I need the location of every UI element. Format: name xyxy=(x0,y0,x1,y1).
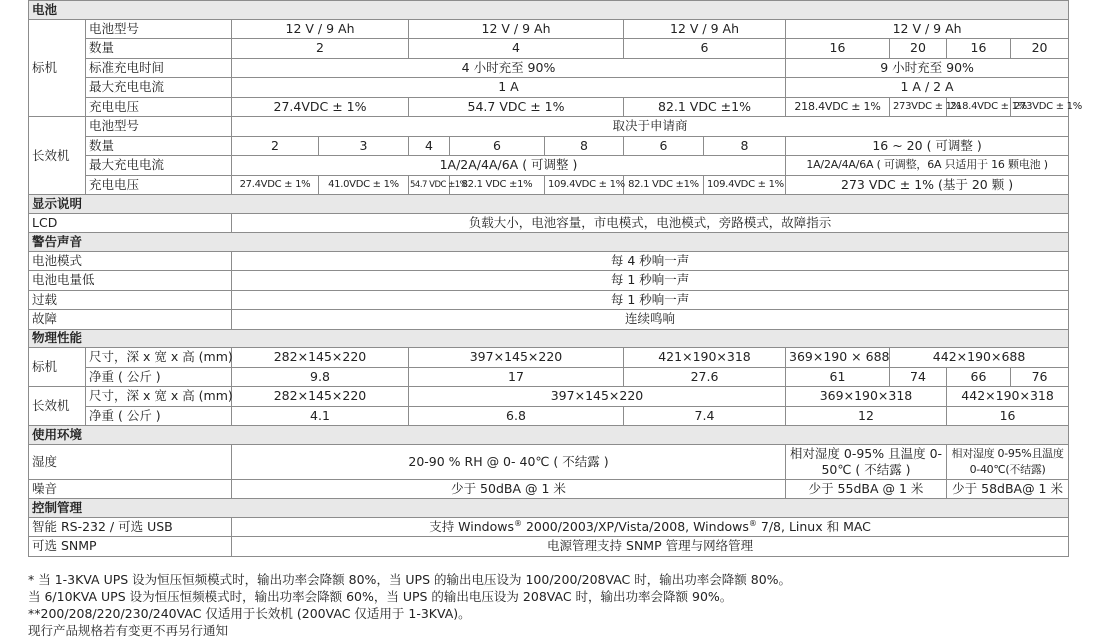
charge-voltage-cell: 82.1 VDC ±1% xyxy=(624,175,704,195)
weight-cell: 12 xyxy=(786,406,947,426)
battery-qty-cell: 16 ~ 20 ( 可调整 ) xyxy=(786,136,1069,156)
battery-qty-cell: 16 xyxy=(786,39,890,59)
footnotes xyxy=(28,571,1078,639)
spec-table xyxy=(28,0,1082,557)
dimension-cell: 397×145×220 xyxy=(409,348,624,368)
charge-voltage-cell: 273VDC ± 1% xyxy=(890,97,947,117)
section-physical: 物理性能 xyxy=(29,329,1069,348)
noise-cell: 少于 58dBA@ 1 米 xyxy=(947,479,1069,499)
dimension-cell: 421×190×318 xyxy=(624,348,786,368)
weight-cell: 76 xyxy=(1011,367,1069,387)
weight-cell: 17 xyxy=(409,367,624,387)
weight-cell: 9.8 xyxy=(232,367,409,387)
weight-cell: 74 xyxy=(890,367,947,387)
alarm-value: 每 4 秒响一声 xyxy=(232,251,1069,271)
max-current-cell: 1A/2A/4A/6A ( 可调整 ) xyxy=(232,156,786,176)
lcd-value: 负载大小，电池容量，市电模式，电池模式，旁路模式，故障指示 xyxy=(232,213,1069,233)
battery-qty-label: 数量 xyxy=(86,136,232,156)
charge-voltage-cell: 82.1 VDC ±1% xyxy=(624,97,786,117)
alarm-value: 每 1 秒响一声 xyxy=(232,271,1069,291)
charge-voltage-label: 充电电压 xyxy=(86,175,232,195)
footnote: **200/208/220/230/240VAC 仅适用于长效机 (200VAC 仅适用于 1-3KVA)。 xyxy=(28,606,471,621)
noise-cell: 少于 50dBA @ 1 米 xyxy=(232,479,786,499)
section-environment: 使用环境 xyxy=(29,426,1069,445)
battery-qty-cell: 2 xyxy=(232,39,409,59)
battery-qty-cell: 6 xyxy=(624,39,786,59)
charge-time-cell: 9 小时充至 90% xyxy=(786,58,1069,78)
battery-qty-label: 数量 xyxy=(86,39,232,59)
rs232-label: 智能 RS-232 / 可选 USB xyxy=(29,517,232,537)
lcd-label: LCD xyxy=(29,213,232,233)
weight-cell: 27.6 xyxy=(624,367,786,387)
max-current-label: 最大充电电流 xyxy=(86,78,232,98)
charge-voltage-cell: 218.4VDC ± 1% xyxy=(947,97,1011,117)
battery-qty-cell: 3 xyxy=(319,136,409,156)
charge-voltage-cell: 218.4VDC ± 1% xyxy=(786,97,890,117)
battery-qty-cell: 4 xyxy=(409,39,624,59)
section-alarm: 警告声音 xyxy=(29,233,1069,252)
dimension-cell: 442×190×318 xyxy=(947,387,1069,407)
battery-type-cell: 12 V / 9 Ah xyxy=(409,19,624,39)
weight-cell: 66 xyxy=(947,367,1011,387)
battery-type-cell: 12 V / 9 Ah xyxy=(232,19,409,39)
charge-voltage-label: 充电电压 xyxy=(86,97,232,117)
dimension-cell: 282×145×220 xyxy=(232,348,409,368)
dimension-label: 尺寸，深 x 宽 x 高 (mm) xyxy=(86,387,232,407)
battery-qty-cell: 20 xyxy=(1011,39,1069,59)
charge-voltage-cell: 41.0VDC ± 1% xyxy=(319,175,409,195)
weight-label: 净重 ( 公斤 ) xyxy=(86,406,232,426)
max-current-label: 最大充电电流 xyxy=(86,156,232,176)
weight-cell: 7.4 xyxy=(624,406,786,426)
humidity-cell: 相对湿度 0-95%且温度 0-40℃(不结露) xyxy=(947,444,1069,479)
weight-cell: 61 xyxy=(786,367,890,387)
alarm-label: 故障 xyxy=(29,310,232,330)
battery-qty-cell: 6 xyxy=(450,136,545,156)
weight-cell: 6.8 xyxy=(409,406,624,426)
max-current-cell: 1A/2A/4A/6A ( 可调整，6A 只适用于 16 颗电池 ) xyxy=(786,156,1069,176)
group-long: 长效机 xyxy=(29,387,86,426)
os-support-text: 7/8, Linux 和 MAC xyxy=(756,518,871,534)
footnote: 现行产品规格若有变更不再另行通知 xyxy=(28,623,229,638)
battery-qty-cell: 2 xyxy=(232,136,319,156)
group-standard: 标机 xyxy=(29,19,86,117)
alarm-value: 每 1 秒响一声 xyxy=(232,290,1069,310)
group-long: 长效机 xyxy=(29,117,86,195)
charge-voltage-cell: 109.4VDC ± 1% xyxy=(704,175,786,195)
registered-mark: ® xyxy=(513,518,522,528)
max-current-cell: 1 A / 2 A xyxy=(786,78,1069,98)
charge-voltage-cell: 54.7 VDC ± 1% xyxy=(409,97,624,117)
os-support-cell xyxy=(232,517,1069,537)
charge-voltage-cell: 109.4VDC ± 1% xyxy=(545,175,624,195)
battery-type-cell: 12 V / 9 Ah xyxy=(624,19,786,39)
battery-qty-cell: 8 xyxy=(545,136,624,156)
noise-cell: 少于 55dBA @ 1 米 xyxy=(786,479,947,499)
os-support-text: 支持 Windows xyxy=(429,518,514,534)
noise-label: 噪音 xyxy=(29,479,232,499)
snmp-value: 电源管理支持 SNMP 管理与网络管理 xyxy=(232,537,1069,557)
alarm-label: 过载 xyxy=(29,290,232,310)
humidity-cell: 相对湿度 0-95% 且温度 0-50℃ ( 不结露 ) xyxy=(786,444,947,479)
charge-voltage-cell: 27.4VDC ± 1% xyxy=(232,175,319,195)
footnote: 当 6/10KVA UPS 设为恒压恒频模式时，输出功率会降额 60%，当 UPS 的输出电压设为 208VAC 时，输出功率会降额 90%。 xyxy=(28,589,733,604)
battery-qty-cell: 20 xyxy=(890,39,947,59)
max-current-cell: 1 A xyxy=(232,78,786,98)
humidity-cell: 20-90 % RH @ 0- 40℃ ( 不结露 ) xyxy=(232,444,786,479)
group-standard: 标机 xyxy=(29,348,86,387)
charge-voltage-cell: 273VDC ± 1% xyxy=(1011,97,1069,117)
battery-qty-cell: 6 xyxy=(624,136,704,156)
section-battery: 电池 xyxy=(29,1,1069,20)
footnote: * 当 1-3KVA UPS 设为恒压恒频模式时，输出功率会降额 80%，当 UPS 的输出电压设为 100/200/208VAC 时，输出功率会降额 80%。 xyxy=(28,572,792,587)
charge-voltage-cell: 82.1 VDC ±1% xyxy=(450,175,545,195)
battery-type-label: 电池型号 xyxy=(86,19,232,39)
charge-time-label: 标准充电时间 xyxy=(86,58,232,78)
weight-cell: 16 xyxy=(947,406,1069,426)
section-management: 控制管理 xyxy=(29,499,1069,518)
dimension-cell: 397×145×220 xyxy=(409,387,786,407)
battery-qty-cell: 4 xyxy=(409,136,450,156)
dimension-cell: 282×145×220 xyxy=(232,387,409,407)
charge-time-cell: 4 小时充至 90% xyxy=(232,58,786,78)
charge-voltage-cell: 27.4VDC ± 1% xyxy=(232,97,409,117)
weight-cell: 4.1 xyxy=(232,406,409,426)
os-support-text: 2000/2003/XP/Vista/2008, Windows xyxy=(521,518,749,534)
battery-qty-cell: 8 xyxy=(704,136,786,156)
battery-type-cell: 12 V / 9 Ah xyxy=(786,19,1069,39)
battery-type-label: 电池型号 xyxy=(86,117,232,137)
charge-voltage-cell: 273 VDC ± 1% (基于 20 颗 ) xyxy=(786,175,1069,195)
battery-type-cell: 取决于申请商 xyxy=(232,117,1069,137)
charge-voltage-cell: 54.7 VDC ±1% xyxy=(409,175,450,195)
dimension-cell: 442×190×688 xyxy=(890,348,1069,368)
registered-mark: ® xyxy=(748,518,757,528)
dimension-cell: 369×190 × 688 xyxy=(786,348,890,368)
alarm-value: 连续鸣响 xyxy=(232,310,1069,330)
snmp-label: 可选 SNMP xyxy=(29,537,232,557)
section-display: 显示说明 xyxy=(29,195,1069,214)
alarm-label: 电池模式 xyxy=(29,251,232,271)
alarm-label: 电池电量低 xyxy=(29,271,232,291)
dimension-cell: 369×190×318 xyxy=(786,387,947,407)
battery-qty-cell: 16 xyxy=(947,39,1011,59)
humidity-label: 湿度 xyxy=(29,444,232,479)
weight-label: 净重 ( 公斤 ) xyxy=(86,367,232,387)
dimension-label: 尺寸，深 x 宽 x 高 (mm) xyxy=(86,348,232,368)
